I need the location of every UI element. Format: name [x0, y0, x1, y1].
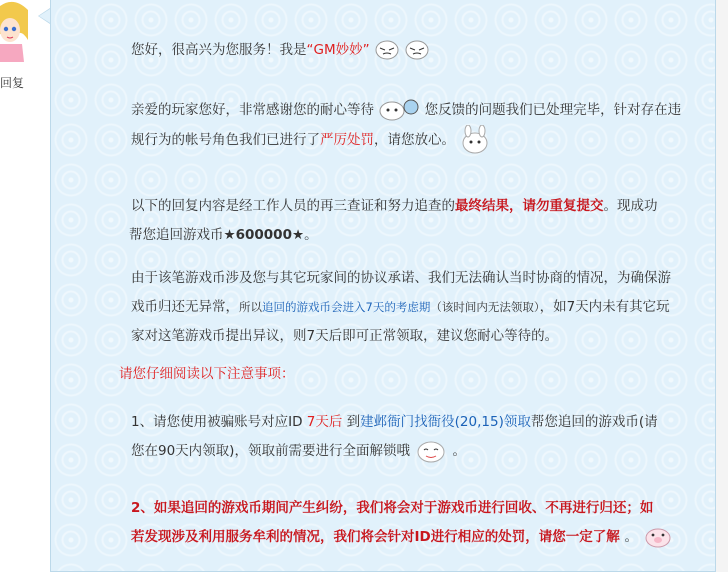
recovered-amount: ★600000★	[223, 227, 305, 243]
gm-avatar-icon	[0, 0, 28, 62]
bubble-pointer	[38, 8, 50, 24]
penalty-text: 严厉处罚	[320, 132, 374, 148]
explanation-paragraph: 由于该笔游戏币涉及您与其它玩家间的协议承诺、我们无法确认当时协商的情况，为确保游 戏币归还无异常，所以追回的游戏币会进入7天的考虑期（该时间内无法领取），如7天内未有其它玩 家对这笔游戏币提出异议，则7天后即可正常领取，建议您耐心等待的。	[131, 270, 671, 344]
result-paragraph: 以下的回复内容是经工作人员的再三查证和努力追查的最终结果，请勿重复提交。现成功 帮您追回游戏币★600000★。	[129, 198, 658, 243]
thanks-paragraph: 亲爱的玩家您好，非常感谢您的耐心等待 您反馈的问题我们已处理完毕，针对存在违 规行为的帐号角色我们已进行了严厉处罚，请您放心。	[131, 96, 697, 155]
left-column	[0, 0, 48, 572]
notice-item-1: 1、请您使用被骗账号对应ID 7天后 到建邺衙门找衙役(20,15)领取帮您追回的游戏币(请 您在90天内领取)，领取前需要进行全面解锁哦 。	[131, 408, 697, 466]
smile-emoticon-icon	[414, 438, 448, 464]
notice-title: 请您仔细阅读以下注意事项：	[119, 366, 295, 382]
bunny-emoticon-icon	[459, 125, 491, 155]
pig-emoticon-icon	[643, 525, 673, 549]
gm-name: “GM妙妙”	[306, 42, 370, 58]
final-result-text: 最终结果，请勿重复提交	[455, 198, 604, 214]
mask-emoticon-icon	[404, 39, 430, 61]
npc-location: 建邺衙门找衙役	[360, 414, 455, 430]
reply-bubble	[50, 0, 716, 572]
notice-item-2: 2、如果追回的游戏币期间产生纠纷，我们将会对于游戏币进行回收、不再进行归还；如 若发现涉及利用服务牟利的情况，我们将会针对ID进行相应的处罚，请您一定了解 。	[131, 494, 697, 552]
mask-emoticon-icon	[374, 39, 400, 61]
scrollbar[interactable]	[716, 0, 728, 572]
review-period-text: 追回的游戏币会进入7天的考虑期	[262, 300, 431, 314]
fan-emoticon-icon	[378, 98, 420, 122]
greeting-line: 您好，很高兴为您服务！我是“GM妙妙”	[131, 36, 697, 65]
reply-label: 回复	[0, 76, 25, 90]
